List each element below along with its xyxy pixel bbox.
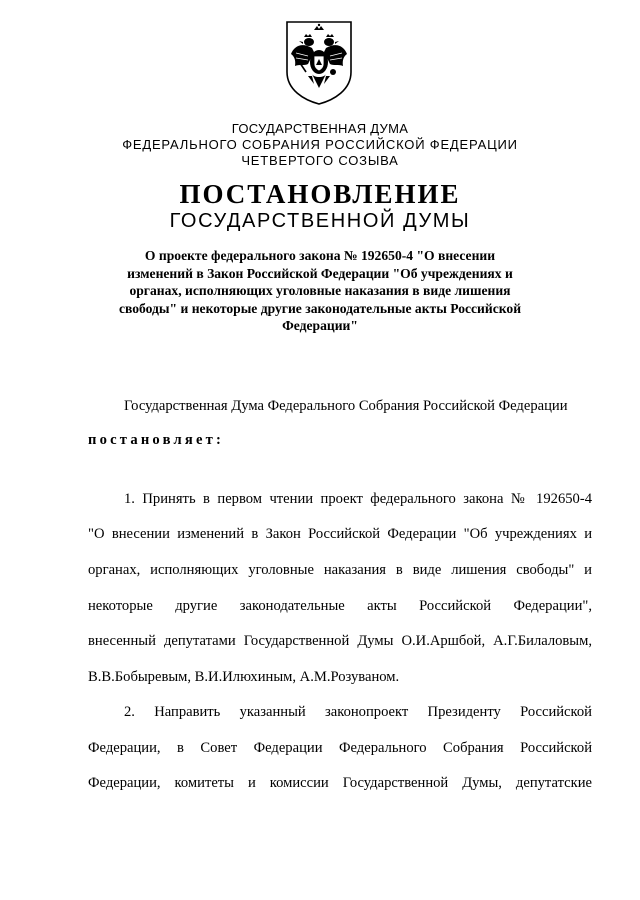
paragraph-2-line: Федерации, в Совет Федерации Федерального Собрания Российской <box>88 740 592 756</box>
double-headed-eagle-icon <box>284 20 354 106</box>
paragraph-1-line: некоторые другие законодательные акты Российской Федерации", <box>88 598 592 614</box>
paragraph-1-line: В.В.Бобыревым, В.И.Илюхиным, А.М.Розуваном. <box>88 669 400 685</box>
paragraph-1-line: 1. Принять в первом чтении проект федерального закона № 192650-4 <box>124 491 592 507</box>
paragraph-2-line: Федерации, комитеты и комиссии Государственной Думы, депутатские <box>88 775 592 791</box>
resolution-subject <box>88 247 552 335</box>
subject-line: свободы" и некоторые другие законодательные акты Российской <box>118 300 522 316</box>
subject-line: изменений в Закон Российской Федерации "Об учреждениях и <box>127 265 513 281</box>
preamble-text: Государственная Дума Федерального Собрания Российской Федерации <box>124 398 568 414</box>
subject-line: О проекте федерального закона № 192650-4 "О внесении <box>144 248 496 263</box>
document-subtitle: ГОСУДАРСТВЕННОЙ ДУМЫ <box>169 210 471 232</box>
issuer-line-duma: ГОСУДАРСТВЕННАЯ ДУМА <box>231 121 409 136</box>
document-title: ПОСТАНОВЛЕНИЕ <box>179 179 461 209</box>
issuer-line-assembly: ФЕДЕРАЛЬНОГО СОБРАНИЯ РОССИЙСКОЙ ФЕДЕРАЦИИ <box>122 137 518 152</box>
decree-word: постановляет: <box>88 432 225 448</box>
subject-line: органах, исполняющих уголовные наказания в виде лишения <box>129 283 511 298</box>
paragraph-1-line: "О внесении изменений в Закон Российской Федерации "Об учреждениях и <box>88 526 592 542</box>
paragraph-1-line: органах, исполняющих уголовные наказания в виде лишения свободы" и <box>88 562 592 578</box>
issuer-line-convocation: ЧЕТВЕРТОГО СОЗЫВА <box>241 153 399 168</box>
paragraph-2-line: 2. Направить указанный законопроект Президенту Российской <box>124 704 592 720</box>
coat-of-arms-emblem <box>284 20 354 106</box>
subject-line: Федерации" <box>282 318 358 333</box>
paragraph-1-line: внесенный депутатами Государственной Думы О.И.Аршбой, А.Г.Билаловым, <box>88 633 592 649</box>
